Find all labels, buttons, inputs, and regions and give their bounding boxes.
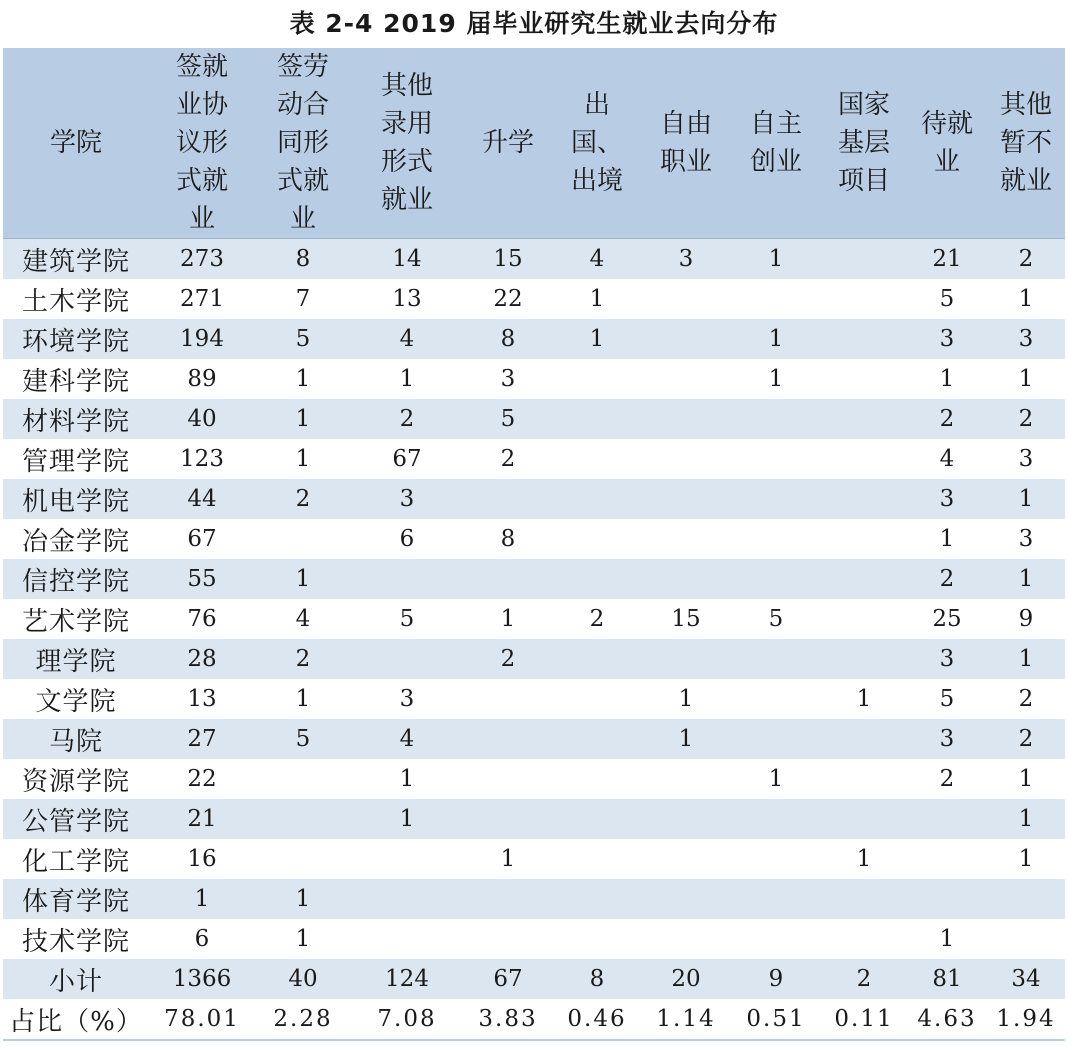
table-caption: 表 2-4 2019 届毕业研究生就业去向分布: [289, 9, 779, 38]
value-cell: [731, 639, 821, 679]
value-cell: 2: [939, 566, 955, 592]
value-cell: 2: [295, 646, 311, 672]
value-cell: [641, 799, 731, 839]
value-cell: [553, 919, 641, 959]
college-name-cell: 管理学院: [21, 446, 130, 477]
value-cell: 1: [194, 886, 210, 912]
college-name-cell: 机电学院: [21, 486, 130, 517]
column-header-line: 形式: [380, 147, 433, 177]
value-cell: 4: [399, 326, 415, 352]
table-row: [3, 839, 1065, 879]
value-cell: [553, 359, 641, 399]
column-header-line: 出境: [570, 166, 623, 196]
value-cell: [553, 759, 641, 799]
value-cell: 13: [392, 286, 422, 312]
column-header-line: 国家: [837, 90, 890, 120]
value-cell: [907, 839, 987, 879]
value-cell: 2: [856, 966, 872, 992]
value-cell: [821, 799, 907, 839]
value-cell: 4: [939, 446, 955, 472]
table-row: [3, 319, 1065, 359]
value-cell: [553, 519, 641, 559]
college-name-cell: 艺术学院: [21, 606, 130, 637]
value-cell: 5: [295, 326, 311, 352]
value-cell: [463, 479, 553, 519]
column-header-line: 业协: [175, 90, 228, 120]
value-cell: [463, 559, 553, 599]
value-cell: 1: [768, 246, 784, 272]
value-cell: 4.63: [907, 999, 987, 1040]
value-cell: 3: [939, 646, 955, 672]
value-cell: 1: [678, 686, 694, 712]
value-cell: 1: [1018, 566, 1034, 592]
table-row: [3, 559, 1065, 599]
column-header-line: 就业: [999, 166, 1052, 196]
college-name-cell: 建科学院: [21, 366, 130, 397]
value-cell: 1: [295, 686, 311, 712]
table-row: [3, 599, 1065, 639]
value-cell: 40: [288, 966, 318, 992]
value-cell: [641, 639, 731, 679]
value-cell: [553, 879, 641, 919]
column-header: [821, 48, 907, 239]
value-cell: 2.28: [255, 999, 351, 1040]
college-name-cell: 土木学院: [21, 286, 130, 317]
table-row: [3, 239, 1065, 280]
column-header-line: 签就: [175, 52, 228, 82]
value-cell: [641, 439, 731, 479]
value-cell: [821, 519, 907, 559]
table-row: [3, 879, 1065, 919]
value-cell: [553, 559, 641, 599]
column-header-line: 待就: [920, 109, 973, 139]
value-cell: [821, 559, 907, 599]
column-header-line: 业: [933, 147, 960, 177]
table-body: [3, 239, 1065, 1041]
value-cell: [821, 359, 907, 399]
college-name-cell: 小计: [48, 966, 103, 997]
table-row: [3, 439, 1065, 479]
value-cell: 1: [1018, 286, 1034, 312]
value-cell: [641, 399, 731, 439]
value-cell: 76: [187, 606, 217, 632]
value-cell: [731, 519, 821, 559]
value-cell: [255, 519, 351, 559]
value-cell: 9: [1018, 606, 1034, 632]
value-cell: 4: [295, 606, 311, 632]
value-cell: [351, 919, 463, 959]
value-cell: 4: [399, 726, 415, 752]
value-cell: 15: [493, 246, 523, 272]
header-row: [3, 48, 1065, 239]
college-name-cell: 材料学院: [21, 406, 130, 437]
value-cell: 7: [295, 286, 311, 312]
college-name-cell: 资源学院: [21, 766, 130, 797]
column-header-line: 国、: [570, 128, 623, 158]
value-cell: [731, 439, 821, 479]
value-cell: 2: [939, 766, 955, 792]
value-cell: 1: [939, 526, 955, 552]
value-cell: 67: [187, 526, 217, 552]
value-cell: 16: [187, 846, 217, 872]
college-name-cell: 公管学院: [21, 806, 130, 837]
value-cell: 1: [678, 726, 694, 752]
value-cell: 25: [932, 606, 962, 632]
value-cell: 2: [500, 446, 516, 472]
value-cell: 7.08: [351, 999, 463, 1040]
table-row: [3, 679, 1065, 719]
value-cell: 1: [856, 686, 872, 712]
college-name-cell: 建筑学院: [21, 246, 130, 277]
value-cell: 2: [1018, 686, 1034, 712]
college-name-cell: 马院: [48, 726, 103, 757]
value-cell: [731, 919, 821, 959]
column-header-line: 自由: [659, 109, 712, 139]
college-name-cell: 冶金学院: [21, 526, 130, 557]
value-cell: 4: [589, 246, 605, 272]
value-cell: [821, 279, 907, 319]
value-cell: 1: [295, 446, 311, 472]
column-header: [463, 48, 553, 239]
value-cell: [641, 479, 731, 519]
value-cell: [351, 839, 463, 879]
value-cell: 3: [939, 326, 955, 352]
value-cell: 1: [1018, 846, 1034, 872]
table-row: [3, 919, 1065, 959]
value-cell: 2: [1018, 246, 1034, 272]
value-cell: [255, 799, 351, 839]
value-cell: 22: [187, 766, 217, 792]
table-row: [3, 479, 1065, 519]
value-cell: [821, 639, 907, 679]
value-cell: 1: [399, 366, 415, 392]
value-cell: [351, 879, 463, 919]
value-cell: 5: [399, 606, 415, 632]
value-cell: [821, 479, 907, 519]
value-cell: 9: [768, 966, 784, 992]
value-cell: 1: [295, 566, 311, 592]
value-cell: 1: [768, 366, 784, 392]
column-header-line: 议形: [175, 128, 228, 158]
value-cell: 1: [768, 766, 784, 792]
column-header-line: 动合: [276, 90, 329, 120]
value-cell: 1: [399, 806, 415, 832]
value-cell: 8: [500, 326, 516, 352]
value-cell: 0.46: [553, 999, 641, 1040]
value-cell: 28: [187, 646, 217, 672]
value-cell: 5: [939, 686, 955, 712]
value-cell: 3: [1018, 446, 1034, 472]
value-cell: 3: [1018, 326, 1034, 352]
value-cell: [731, 559, 821, 599]
employment-table: [3, 48, 1065, 1041]
college-name-cell: 占比（%）: [3, 999, 149, 1040]
column-header-line: 基层: [837, 128, 890, 158]
value-cell: 1: [939, 926, 955, 952]
value-cell: [351, 559, 463, 599]
value-cell: [553, 799, 641, 839]
value-cell: 15: [671, 606, 701, 632]
value-cell: [641, 839, 731, 879]
value-cell: 20: [671, 966, 701, 992]
value-cell: [731, 479, 821, 519]
value-cell: 2: [1018, 726, 1034, 752]
column-header: [3, 48, 149, 239]
value-cell: 1: [589, 286, 605, 312]
value-cell: [731, 679, 821, 719]
value-cell: [821, 879, 907, 919]
column-header-line: 职业: [659, 147, 712, 177]
value-cell: 1: [589, 326, 605, 352]
value-cell: [821, 239, 907, 280]
table-row: [3, 279, 1065, 319]
value-cell: 1: [500, 846, 516, 872]
value-cell: [463, 919, 553, 959]
value-cell: [463, 759, 553, 799]
value-cell: [553, 639, 641, 679]
column-header-line: 自主: [749, 109, 802, 139]
value-cell: [821, 919, 907, 959]
value-cell: [641, 359, 731, 399]
value-cell: [255, 759, 351, 799]
value-cell: [731, 279, 821, 319]
value-cell: 1: [1018, 766, 1034, 792]
value-cell: 81: [932, 966, 962, 992]
value-cell: 1: [399, 766, 415, 792]
value-cell: 67: [392, 446, 422, 472]
college-name-cell: 信控学院: [21, 566, 130, 597]
value-cell: 21: [932, 246, 962, 272]
column-header: [553, 48, 641, 239]
column-header-line: 就业: [380, 185, 433, 215]
value-cell: [463, 679, 553, 719]
value-cell: [553, 719, 641, 759]
value-cell: 1: [295, 886, 311, 912]
college-name-cell: 体育学院: [21, 886, 130, 917]
value-cell: 44: [187, 486, 217, 512]
value-cell: 8: [295, 246, 311, 272]
value-cell: 1: [1018, 486, 1034, 512]
table-row: [3, 719, 1065, 759]
column-header-line: 签劳: [276, 52, 329, 82]
value-cell: [641, 759, 731, 799]
value-cell: 3: [500, 366, 516, 392]
table-row: [3, 359, 1065, 399]
value-cell: [821, 399, 907, 439]
table-row: [3, 959, 1065, 999]
value-cell: 13: [187, 686, 217, 712]
column-header: [987, 48, 1065, 239]
value-cell: 1: [939, 366, 955, 392]
value-cell: 1.94: [987, 999, 1065, 1040]
value-cell: 89: [187, 366, 217, 392]
column-header-line: 录用: [380, 109, 433, 139]
value-cell: [641, 559, 731, 599]
value-cell: 1: [500, 606, 516, 632]
college-name-cell: 化工学院: [21, 846, 130, 877]
column-header: [907, 48, 987, 239]
value-cell: [821, 319, 907, 359]
value-cell: 194: [180, 326, 224, 352]
college-name-cell: 文学院: [35, 686, 117, 717]
value-cell: 123: [180, 446, 224, 472]
column-header-line: 升学: [481, 128, 534, 158]
value-cell: [821, 599, 907, 639]
value-cell: [463, 719, 553, 759]
value-cell: 5: [939, 286, 955, 312]
table-row: [3, 519, 1065, 559]
value-cell: 21: [187, 806, 217, 832]
column-header-line: 其他: [380, 71, 433, 101]
value-cell: 271: [180, 286, 224, 312]
value-cell: 8: [500, 526, 516, 552]
value-cell: [553, 839, 641, 879]
value-cell: 8: [589, 966, 605, 992]
table-row: [3, 399, 1065, 439]
value-cell: 22: [493, 286, 523, 312]
value-cell: 273: [180, 246, 224, 272]
value-cell: [821, 759, 907, 799]
value-cell: 6: [399, 526, 415, 552]
value-cell: 2: [295, 486, 311, 512]
value-cell: [987, 919, 1065, 959]
value-cell: 1: [295, 926, 311, 952]
college-name-cell: 技术学院: [21, 926, 130, 957]
value-cell: 1: [1018, 646, 1034, 672]
value-cell: [641, 279, 731, 319]
column-header-line: 业: [289, 204, 316, 234]
column-header: [731, 48, 821, 239]
value-cell: [907, 799, 987, 839]
column-header: [351, 48, 463, 239]
column-header: [641, 48, 731, 239]
value-cell: [463, 799, 553, 839]
value-cell: [351, 639, 463, 679]
value-cell: 1: [768, 326, 784, 352]
value-cell: [907, 879, 987, 919]
table-row: [3, 759, 1065, 799]
column-header-line: 同形: [276, 128, 329, 158]
value-cell: 1.14: [641, 999, 731, 1040]
value-cell: 1: [1018, 366, 1034, 392]
value-cell: 34: [1011, 966, 1041, 992]
value-cell: 2: [1018, 406, 1034, 432]
value-cell: 0.11: [821, 999, 907, 1040]
value-cell: [731, 799, 821, 839]
table-row: [3, 799, 1065, 839]
value-cell: [641, 319, 731, 359]
column-header-line: 创业: [749, 147, 802, 177]
table-row: [3, 999, 1065, 1040]
value-cell: 55: [187, 566, 217, 592]
value-cell: 2: [589, 606, 605, 632]
value-cell: 1: [295, 406, 311, 432]
value-cell: [821, 719, 907, 759]
column-header: [255, 48, 351, 239]
column-header-line: 出: [583, 90, 610, 120]
column-header-line: 式就: [175, 166, 228, 196]
column-header: [149, 48, 255, 239]
value-cell: [553, 479, 641, 519]
value-cell: [821, 439, 907, 479]
column-header-line: 式就: [276, 166, 329, 196]
value-cell: [731, 839, 821, 879]
value-cell: 3: [1018, 526, 1034, 552]
value-cell: [553, 439, 641, 479]
value-cell: 3: [939, 726, 955, 752]
column-header-line: 项目: [837, 166, 890, 196]
value-cell: [731, 399, 821, 439]
column-header-line: 业: [188, 204, 215, 234]
value-cell: [987, 879, 1065, 919]
value-cell: 14: [392, 246, 422, 272]
column-header-line: 其他: [999, 90, 1052, 120]
value-cell: 3: [678, 246, 694, 272]
value-cell: 1: [856, 846, 872, 872]
value-cell: [553, 679, 641, 719]
value-cell: 27: [187, 726, 217, 752]
value-cell: 3.83: [463, 999, 553, 1040]
column-header-line: 暂不: [999, 128, 1052, 158]
value-cell: 3: [939, 486, 955, 512]
value-cell: 6: [194, 926, 210, 952]
value-cell: 2: [399, 406, 415, 432]
value-cell: [463, 879, 553, 919]
value-cell: [641, 879, 731, 919]
value-cell: 1366: [172, 966, 232, 992]
value-cell: 0.51: [731, 999, 821, 1040]
value-cell: 5: [295, 726, 311, 752]
value-cell: 67: [493, 966, 523, 992]
value-cell: 1: [295, 366, 311, 392]
value-cell: 124: [385, 966, 429, 992]
value-cell: 1: [1018, 806, 1034, 832]
value-cell: [641, 919, 731, 959]
value-cell: [731, 879, 821, 919]
value-cell: [731, 719, 821, 759]
value-cell: 2: [939, 406, 955, 432]
value-cell: 3: [399, 486, 415, 512]
value-cell: [553, 399, 641, 439]
column-header-line: 学院: [49, 128, 102, 158]
value-cell: [641, 519, 731, 559]
table-row: [3, 639, 1065, 679]
value-cell: 2: [500, 646, 516, 672]
value-cell: 78.01: [149, 999, 255, 1040]
value-cell: 3: [399, 686, 415, 712]
college-name-cell: 环境学院: [21, 326, 130, 357]
college-name-cell: 理学院: [35, 646, 117, 677]
value-cell: [255, 839, 351, 879]
value-cell: 5: [768, 606, 784, 632]
value-cell: 40: [187, 406, 217, 432]
value-cell: 5: [500, 406, 516, 432]
